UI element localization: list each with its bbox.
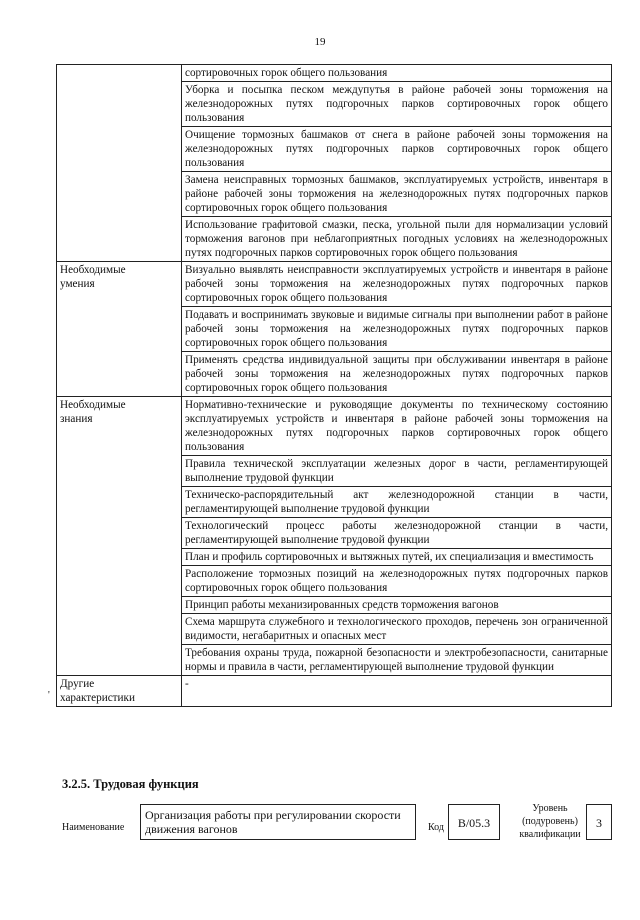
margin-mark: ' [48, 690, 50, 701]
row-text: Использование графитовой смазки, песка, угольной пыли для нормализации условий торможения вагонов при неблагоприятных погодных условиях на железнодорожных путях подгорочных парков сортировочных горок общего пользования [182, 217, 612, 262]
table-row [57, 397, 612, 456]
function-name-box: Организация работы при регулировании скорости движения вагонов [140, 804, 416, 840]
row-text: Схема маршрута служебного и технологического проходов, перечень зон ограниченной видимости, негабаритных и опасных мест [182, 614, 612, 645]
row-label-line: знания [60, 413, 93, 425]
row-text: Принцип работы механизированных средств торможения вагонов [182, 597, 612, 614]
row-text: План и профиль сортировочных и вытяжных путей, их специализация и вместимость [182, 549, 612, 566]
row-text: Применять средства индивидуальной защиты при обслуживании инвентаря в районе рабочей зоны торможения на железнодорожных путях подгорочных парков сортировочных горок общего пользования [182, 352, 612, 397]
row-text: Уборка и посыпка песком междупутья в районе рабочей зоны торможения на железнодорожных путях подгорочных парков сортировочных горок общего пользования [182, 82, 612, 127]
row-text: Очищение тормозных башмаков от снега в районе рабочей зоны торможения на железнодорожных путях подгорочных парков сортировочных горок общего пользования [182, 127, 612, 172]
row-label [57, 65, 182, 262]
section-heading: 3.2.5. Трудовая функция [62, 777, 199, 791]
table-row [57, 676, 612, 707]
name-label: Наименование [62, 822, 125, 833]
row-label [57, 397, 182, 676]
row-text: Правила технической эксплуатации железных дорог в части, регламентирующей выполнение трудовой функции [182, 456, 612, 487]
row-text: Замена неисправных тормозных башмаков, эксплуатируемых устройств, инвентаря в районе рабочей зоны торможения на железнодорожных путях подгорочных парков сортировочных горок общего пользования [182, 172, 612, 217]
level-label-line: квалификации [519, 829, 581, 840]
function-code-box: В/05.3 [448, 804, 500, 840]
competency-table [56, 64, 612, 707]
row-text: сортировочных горок общего пользования [182, 65, 612, 82]
row-label-line: Необходимые [60, 264, 126, 276]
row-label-line: Необходимые [60, 399, 126, 411]
row-label [57, 262, 182, 397]
row-text: Нормативно-технические и руководящие документы по техническому состоянию эксплуатируемых устройств и инвентаря в районе рабочей зоны торможения на железнодорожных путях подгорочных парков сортировочных горок общего пользования [182, 397, 612, 456]
labor-function-header [56, 802, 616, 862]
qualification-level-box: 3 [586, 804, 612, 840]
row-text: - [182, 676, 612, 707]
row-label-line: характеристики [60, 692, 135, 704]
table-row [57, 262, 612, 307]
row-label-line: Другие [60, 678, 95, 690]
page-number: 19 [314, 36, 326, 48]
row-label-line: умения [60, 278, 95, 290]
row-text: Технологический процесс работы железнодорожной станции в части, регламентирующей выполнение трудовой функции [182, 518, 612, 549]
row-label [57, 676, 182, 707]
table-row [57, 65, 612, 82]
row-text: Требования охраны труда, пожарной безопасности и электробезопасности, санитарные нормы и правила в части, регламентирующей выполнение трудовой функции [182, 645, 612, 676]
row-text: Техническо-распорядительный акт железнодорожной станции в части, регламентирующей выполнение трудовой функции [182, 487, 612, 518]
level-label-line: Уровень [532, 803, 568, 814]
row-text: Расположение тормозных позиций на железнодорожных путях подгорочных парков сортировочных горок общего пользования [182, 566, 612, 597]
row-text: Визуально выявлять неисправности эксплуатируемых устройств и инвентаря в районе рабочей зоны торможения на железнодорожных путях подгорочных парков сортировочных горок общего пользования [182, 262, 612, 307]
level-label-line: (подуровень) [522, 816, 578, 827]
qualification-level-label [508, 802, 592, 841]
row-text: Подавать и воспринимать звуковые и видимые сигналы при выполнении работ в районе рабочей зоны торможения на железнодорожных путях подгорочных парков сортировочных горок общего пользования [182, 307, 612, 352]
code-label: Код [428, 822, 444, 833]
